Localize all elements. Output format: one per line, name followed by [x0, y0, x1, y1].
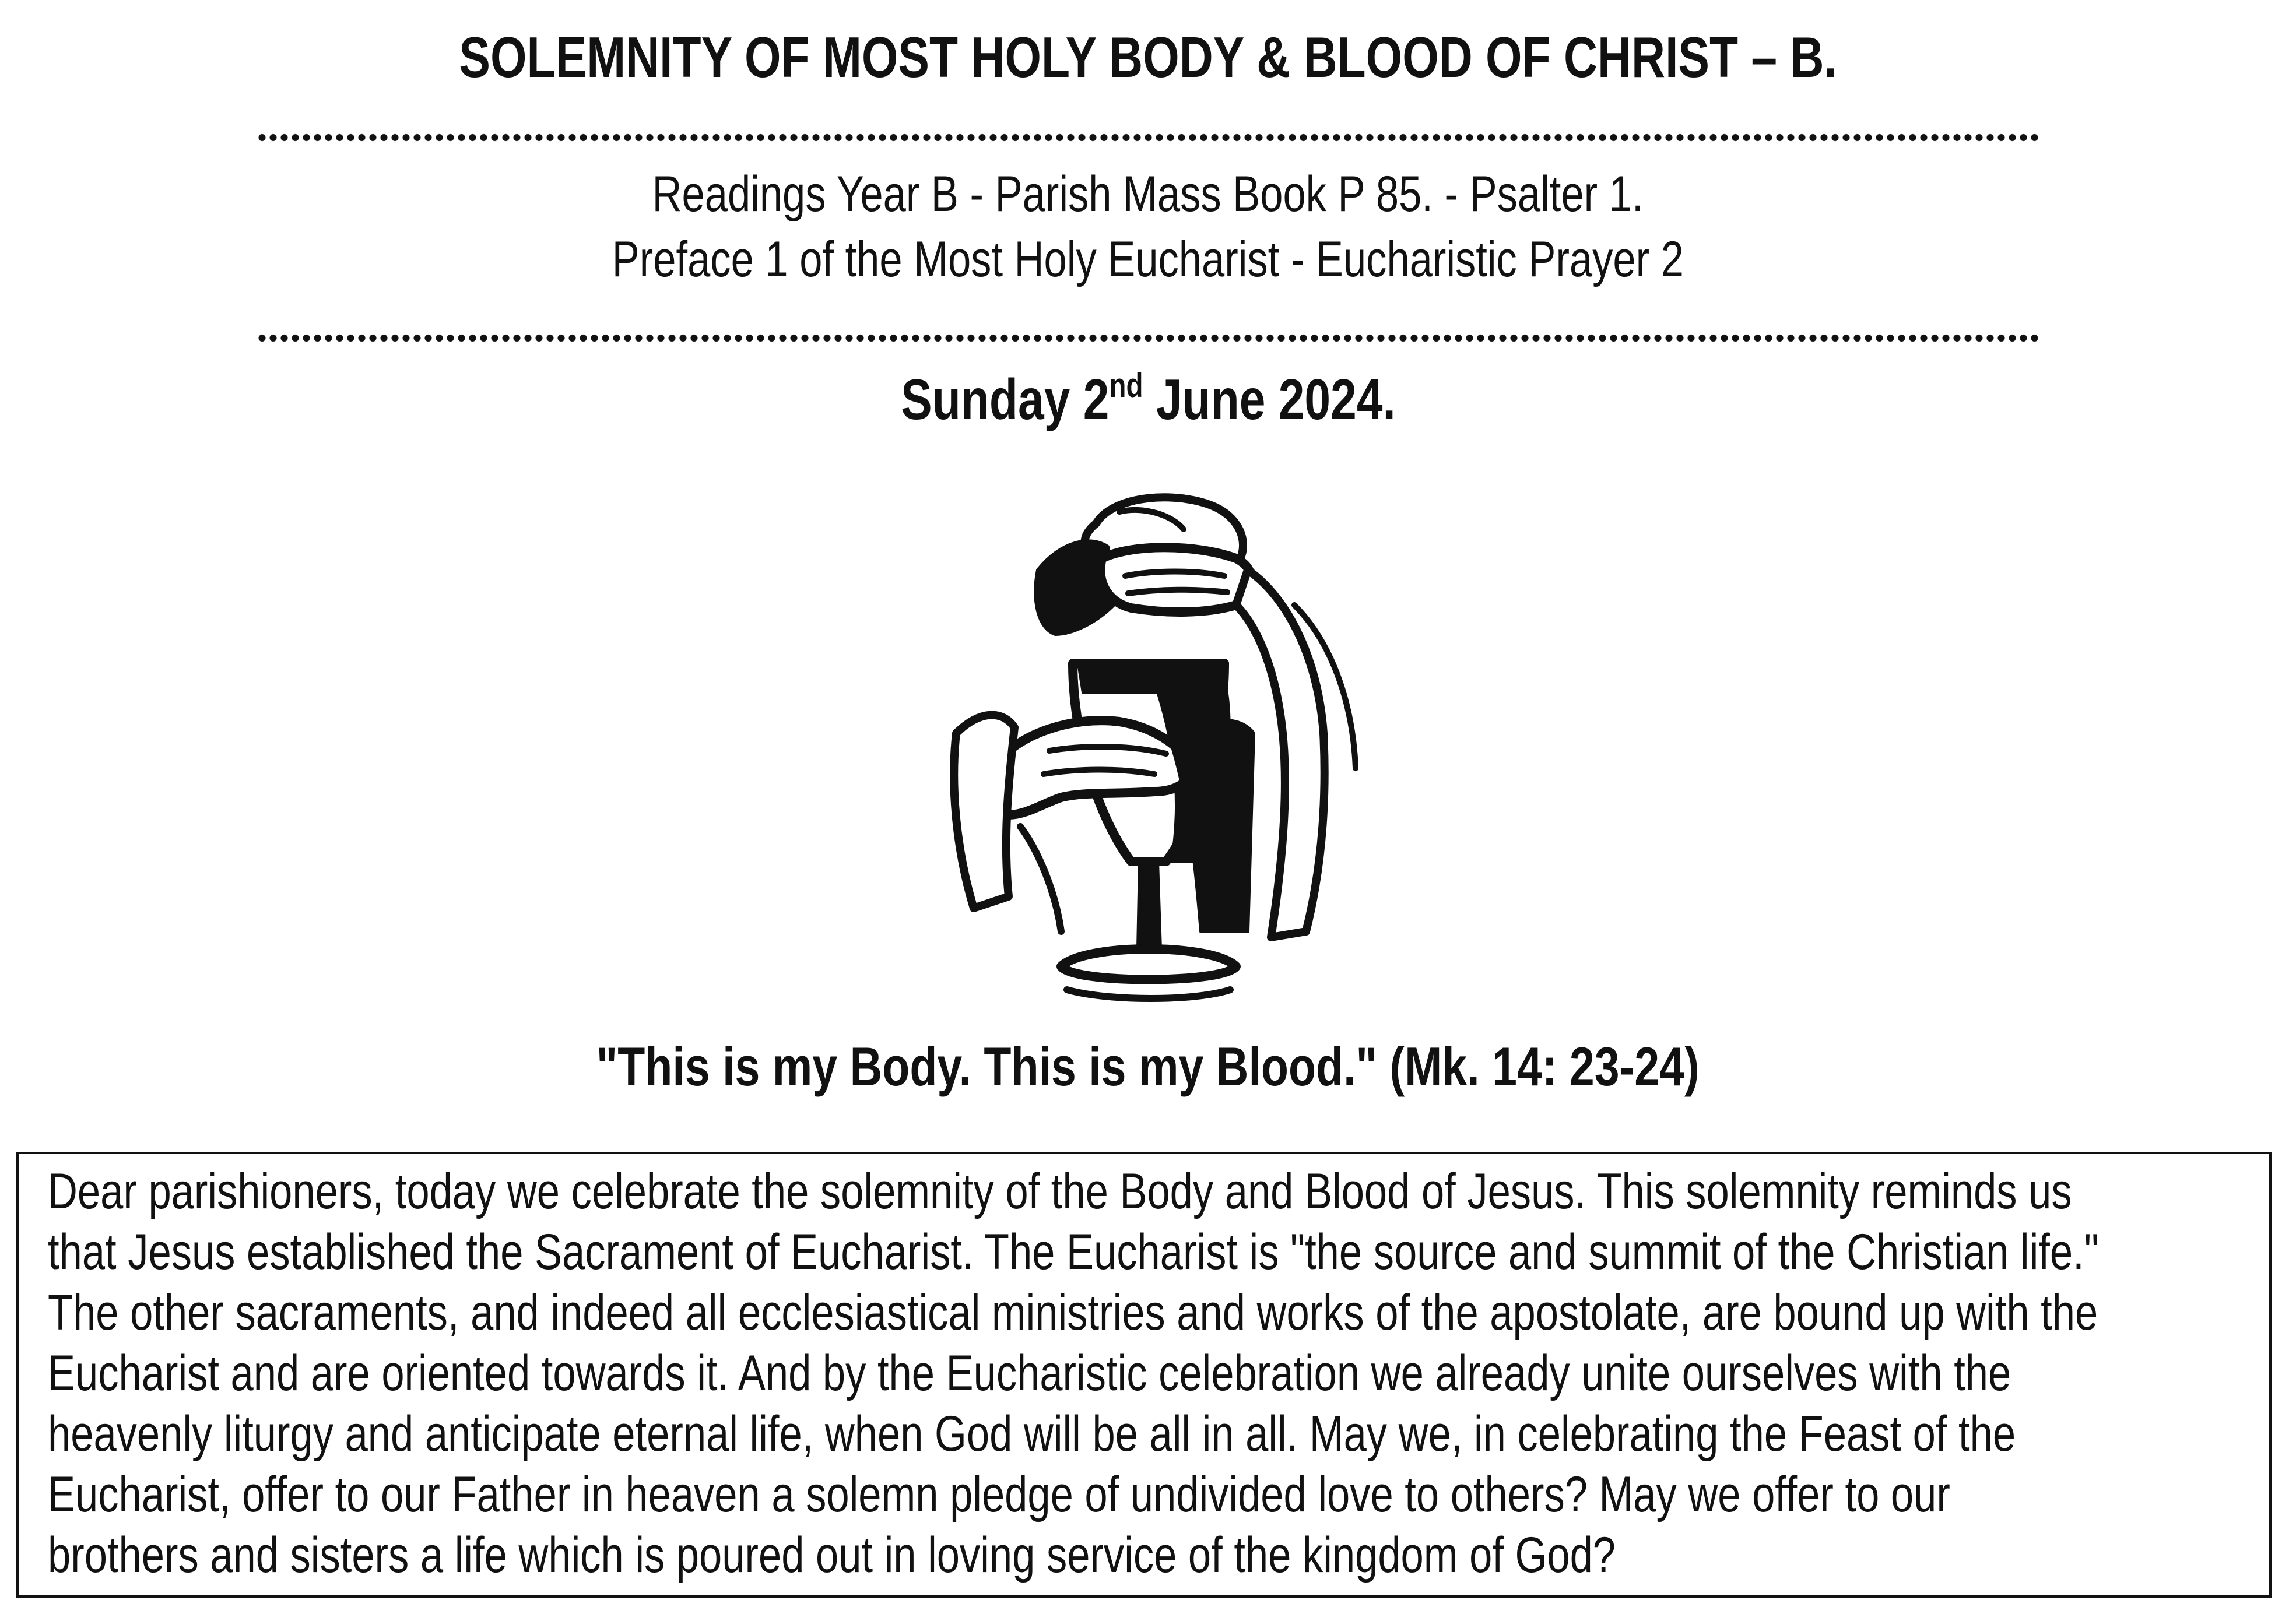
dotted-divider-top [257, 133, 2041, 142]
scripture-quote [0, 1029, 2296, 1105]
readings-text: Readings Year B - Parish Mass Book P 85. - Psalter 1. [652, 166, 1644, 222]
message-line: brothers and sisters a life which is poured out in loving service of the kingdom of God? [48, 1527, 1616, 1583]
message-line: heavenly liturgy and anticipate eternal life, when God will be all in all. May we, in celebrating the Feast of the [48, 1406, 2016, 1462]
message-line: Dear parishioners, today we celebrate the solemnity of the Body and Blood of Jesus. This solemnity reminds us [48, 1163, 2072, 1219]
date-prefix: Sunday 2 [900, 367, 1109, 431]
page-title [0, 22, 2296, 92]
date-ordinal: nd [1108, 367, 1143, 405]
readings-line [0, 162, 2296, 226]
preface-line [0, 227, 2296, 291]
page-title-text: SOLEMNITY OF MOST HOLY BODY & BLOOD OF CHRIST – B. [459, 25, 1837, 89]
date-text [901, 361, 1396, 437]
dotted-divider-bottom [257, 333, 2041, 343]
date-rest: June 2024. [1143, 367, 1396, 431]
message-line: The other sacraments, and indeed all ecclesiastical ministries and works of the apostolate, are bound up with the [48, 1285, 2098, 1341]
preface-text: Preface 1 of the Most Holy Eucharist - Eucharistic Prayer 2 [612, 231, 1684, 287]
date-line [0, 361, 2296, 437]
message-line: Eucharist and are oriented towards it. And by the Eucharistic celebration we already unite ourselves with the [48, 1345, 2011, 1401]
message-box [16, 1152, 2272, 1598]
message-line: Eucharist, offer to our Father in heaven a solemn pledge of undivided love to others? May we offer to our [48, 1467, 1950, 1522]
hands-holding-chalice-and-host-icon [921, 488, 1370, 1033]
message-text [48, 1161, 2209, 1585]
scripture-quote-text: "This is my Body. This is my Blood." (Mk. 14: 23-24) [596, 1036, 1700, 1097]
message-line: that Jesus established the Sacrament of Eucharist. The Eucharist is "the source and summit of the Christian life." [48, 1224, 2099, 1280]
